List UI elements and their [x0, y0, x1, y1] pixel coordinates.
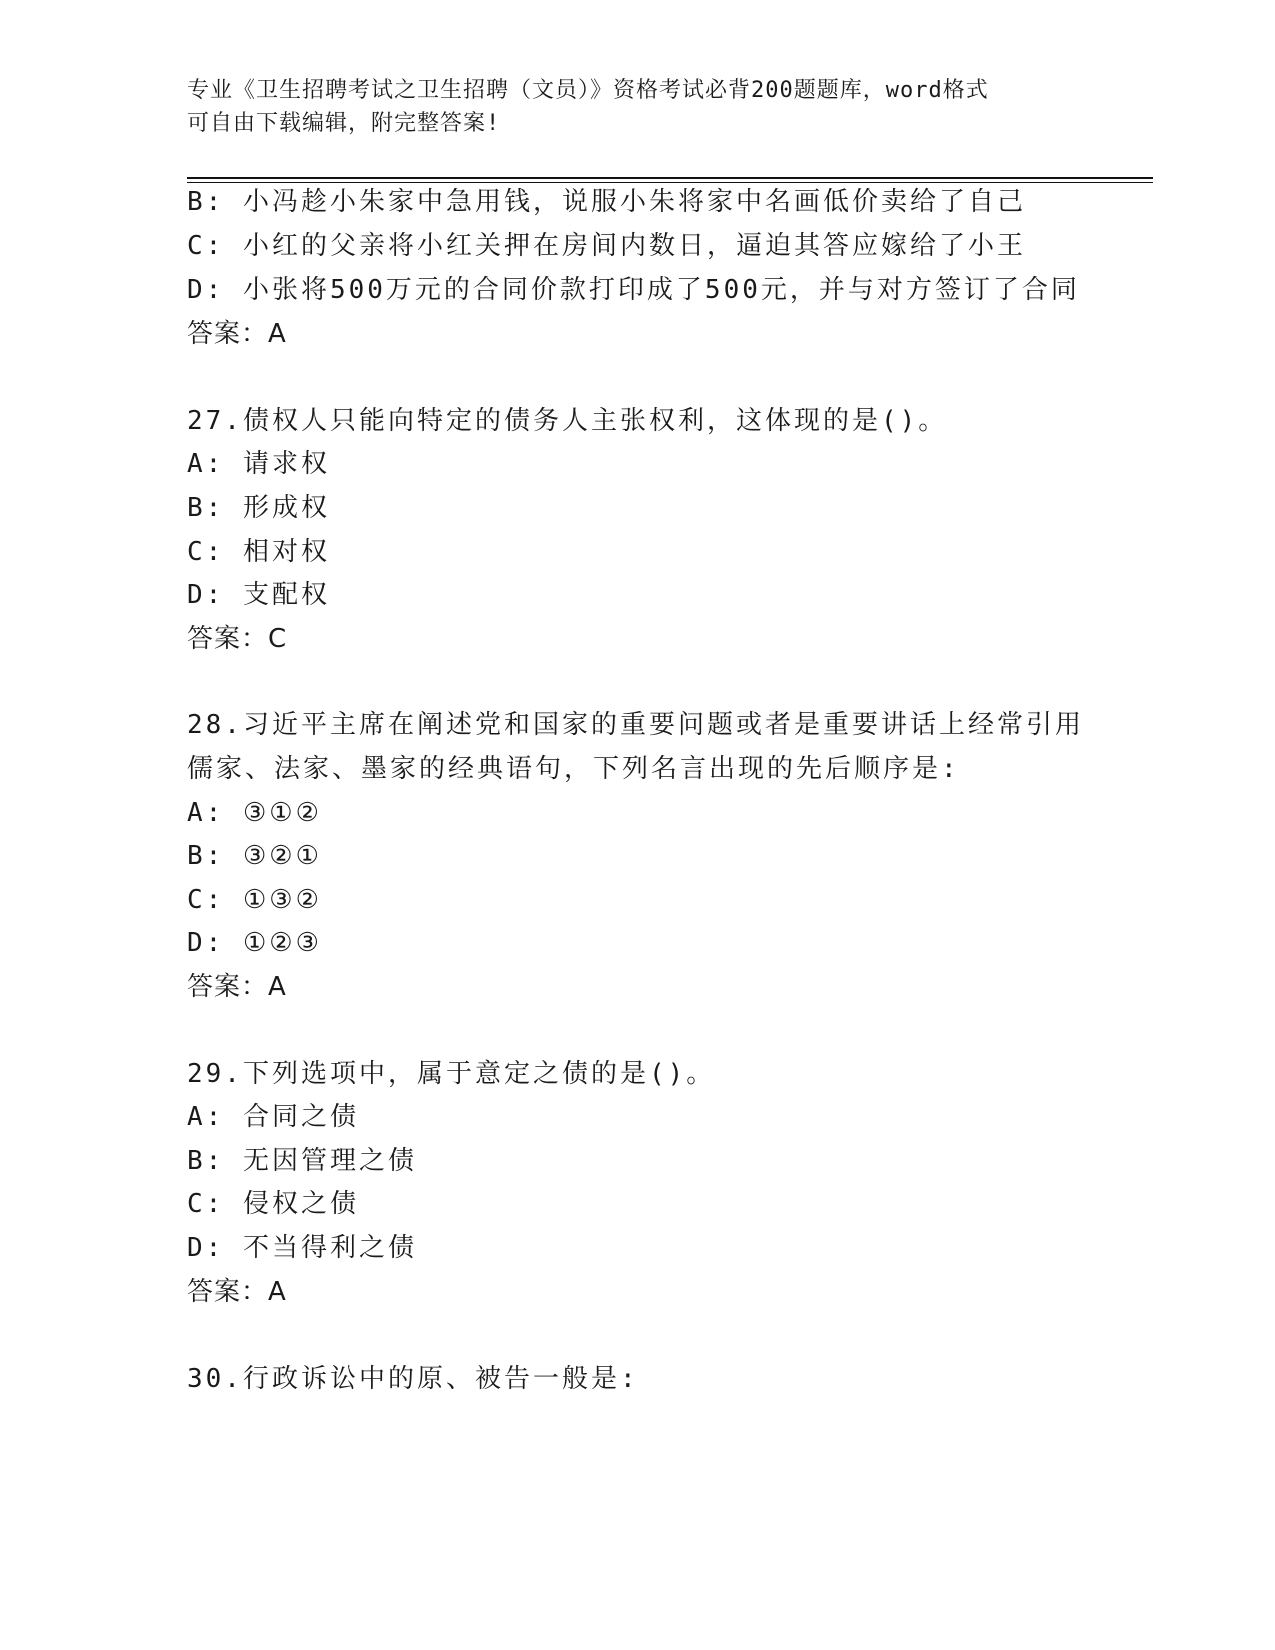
q29-option-a: A: 合同之债: [187, 1102, 359, 1132]
q27-option-d: D: 支配权: [187, 580, 330, 610]
q27-option-b: B: 形成权: [187, 493, 330, 523]
q29-option-c: C: 侵权之债: [187, 1189, 359, 1219]
q27-option-c: C: 相对权: [187, 537, 330, 567]
q30-question: 30.行政诉讼中的原、被告一般是:: [187, 1364, 639, 1394]
header-divider-thick: [187, 177, 1153, 179]
q28-answer: 答案：A: [187, 972, 287, 1002]
q29-answer: 答案：A: [187, 1277, 287, 1307]
header-divider-thin: [187, 182, 1153, 183]
q28-question-line1: 28.习近平主席在阐述党和国家的重要问题或者是重要讲话上经常引用: [187, 710, 1084, 740]
prev-answer: 答案：A: [187, 319, 287, 349]
q27-option-a: A: 请求权: [187, 449, 330, 479]
q28-question-line2: 儒家、法家、墨家的经典语句，下列名言出现的先后顺序是:: [187, 754, 960, 784]
q29-option-b: B: 无因管理之债: [187, 1146, 417, 1176]
q29-question: 29.下列选项中，属于意定之债的是()。: [187, 1059, 716, 1089]
header-title-line2: 可自由下载编辑，附完整答案!: [187, 111, 501, 136]
q28-option-b: B: ③②①: [187, 841, 322, 871]
prev-option-b: B: 小冯趁小朱家中急用钱，说服小朱将家中名画低价卖给了自己: [187, 187, 1026, 217]
document-header: [187, 74, 1087, 140]
q29-option-d: D: 不当得利之债: [187, 1233, 417, 1263]
prev-option-c: C: 小红的父亲将小红关押在房间内数日，逼迫其答应嫁给了小王: [187, 231, 1026, 261]
q28-option-d: D: ①②③: [187, 928, 322, 958]
q28-option-c: C: ①③②: [187, 885, 322, 915]
prev-option-d: D: 小张将500万元的合同价款打印成了500元，并与对方签订了合同: [187, 275, 1080, 305]
q28-option-a: A: ③①②: [187, 798, 322, 828]
q27-answer: 答案：C: [187, 624, 288, 654]
header-title-line1: 专业《卫生招聘考试之卫生招聘（文员）》资格考试必背200题题库，word格式: [187, 78, 989, 103]
q27-question: 27.债权人只能向特定的债务人主张权利，这体现的是()。: [187, 406, 948, 436]
